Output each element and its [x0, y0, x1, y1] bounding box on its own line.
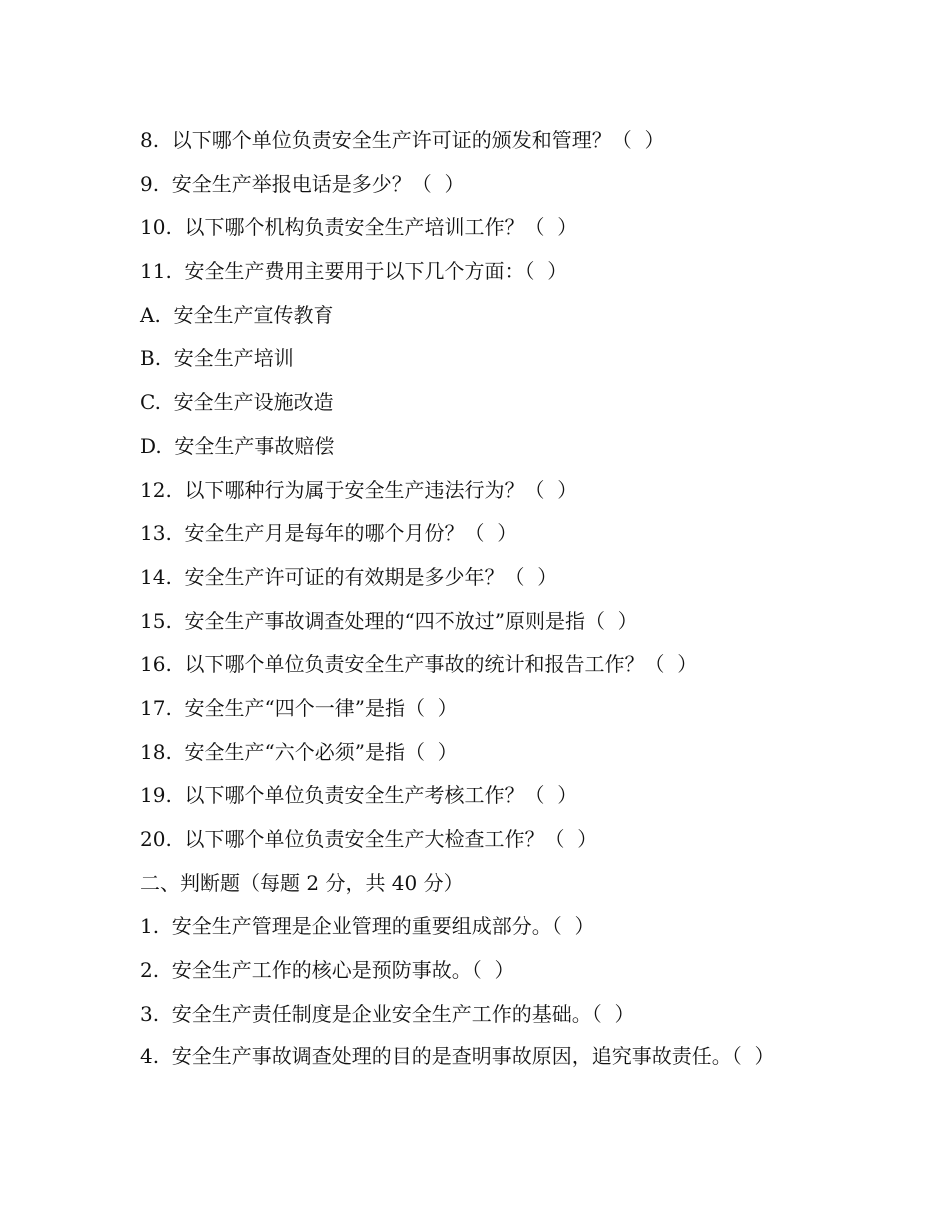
- option-line: C. 安全生产设施改造: [140, 390, 334, 415]
- question-line: 2. 安全生产工作的核心是预防事故。（ ）: [140, 958, 515, 983]
- question-line: 20. 以下哪个单位负责安全生产大检查工作？（ ）: [140, 827, 598, 851]
- question-line: 12. 以下哪种行为属于安全生产违法行为？（ ）: [140, 477, 578, 502]
- option-line: D. 安全生产事故赔偿: [140, 433, 335, 458]
- question-line: 13. 安全生产月是每年的哪个月份？（ ）: [140, 521, 518, 546]
- option-line: A. 安全生产宣传教育: [140, 302, 334, 327]
- option-line: B. 安全生产培训: [140, 346, 294, 371]
- section-heading: 二、判断题（每题 2 分，共 40 分）: [140, 870, 464, 895]
- question-line: 18. 安全生产“六个必须”是指（ ）: [140, 739, 458, 764]
- question-line: 9. 安全生产举报电话是多少？（ ）: [140, 171, 465, 196]
- question-line: 16. 以下哪个单位负责安全生产事故的统计和报告工作？（ ）: [140, 652, 698, 677]
- question-line: 17. 安全生产“四个一律”是指（ ）: [140, 695, 458, 720]
- question-line: 1. 安全生产管理是企业管理的重要组成部分。（ ）: [140, 914, 595, 939]
- document-body: [140, 128, 810, 1087]
- question-line: 4. 安全生产事故调查处理的目的是查明事故原因，追究事故责任。（ ）: [140, 1044, 775, 1069]
- question-line: 3. 安全生产责任制度是企业安全生产工作的基础。（ ）: [140, 1001, 635, 1026]
- question-line: 10. 以下哪个机构负责安全生产培训工作？（ ）: [140, 215, 578, 240]
- question-line: 11. 安全生产费用主要用于以下几个方面：（ ）: [140, 259, 568, 284]
- question-line: 8. 以下哪个单位负责安全生产许可证的颁发和管理？（ ）: [140, 128, 665, 152]
- question-line: 14. 安全生产许可证的有效期是多少年？（ ）: [140, 564, 558, 589]
- question-line: 15. 安全生产事故调查处理的“四不放过”原则是指（ ）: [140, 608, 638, 633]
- question-line: 19. 以下哪个单位负责安全生产考核工作？（ ）: [140, 783, 578, 808]
